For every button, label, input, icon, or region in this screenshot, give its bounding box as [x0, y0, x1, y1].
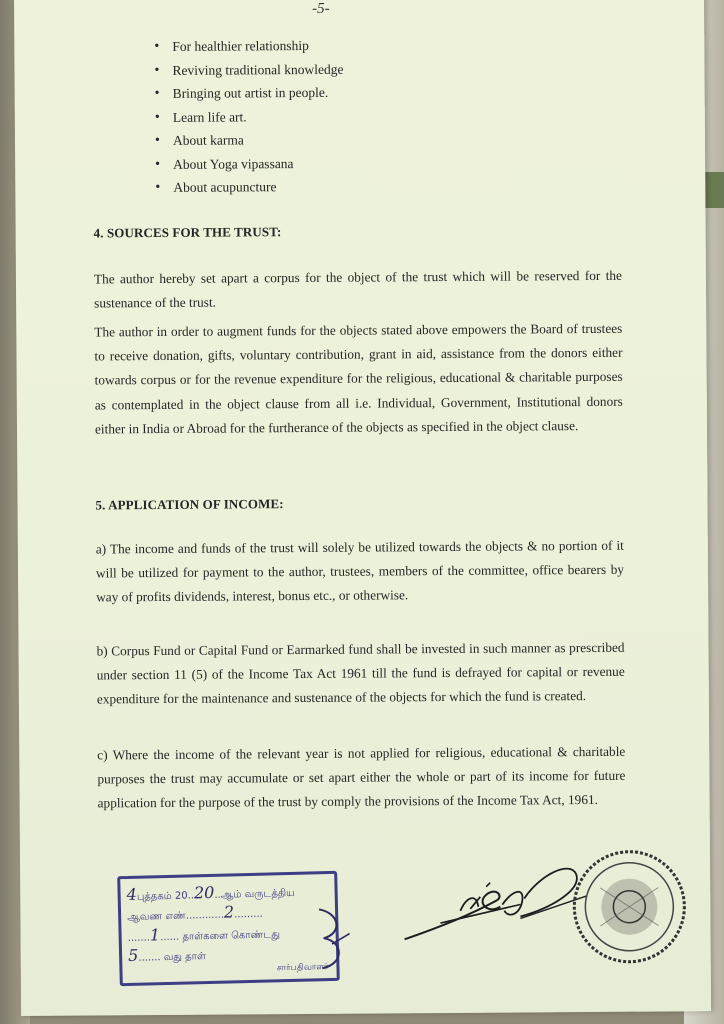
stamp-line-sheet-number: 5....... வது தாள் — [127, 945, 207, 965]
list-item: • About karma — [155, 128, 344, 153]
bullet-list — [154, 34, 344, 200]
list-item: • About acupuncture — [155, 175, 344, 200]
stamp-line-registrar: சார்பதிவாளர் — [276, 962, 329, 974]
stamp-line-sheets: .......1...... தாள்களை கொண்டது — [127, 925, 281, 945]
official-seal-graphic — [570, 847, 689, 966]
signature-graphic — [400, 856, 591, 947]
stamp-line-book: 4புத்தகம் 20..20..ஆம் வருடத்திய — [126, 882, 295, 905]
stamp-handwritten-mark — [311, 904, 353, 975]
list-item: • Bringing out artist in people. — [155, 81, 344, 106]
page-number: -5- — [312, 0, 330, 17]
section-heading-application: 5. APPLICATION OF INCOME: — [95, 496, 284, 513]
paragraph-clause-c: c) Where the income of the relevant year is not applied for religious, educational & charitable purposes the trust may accumulate or set apart either the whole or part of its income for future application for the purpose of the trust by comply the provisions of the Income Tax Act, 1961. — [97, 743, 626, 811]
paragraph-augment-funds: The author in order to augment funds for the objects stated above empowers the Board of trustees to receive donation, gifts, voluntary contribution, grant in aid, assistance from the donors either towards corpus or for the revenue expenditure for the religious, educational & charitable purposes as contemplated in the object clause from all i.e. Individual, Government, Institutional donors either in India or Abroad for the furtherance of the objects as specified in the object clause. — [94, 320, 623, 437]
list-item: • Learn life art. — [155, 104, 344, 129]
paragraph-clause-a: a) The income and funds of the trust will solely be utilized towards the objects & no portion of it will be utilized for payment to the author, trustees, members of the committee, office bearers by way of profits dividends, interest, bonus etc., or otherwise. — [95, 537, 625, 605]
section-heading-sources: 4. SOURCES FOR THE TRUST: — [93, 224, 282, 241]
paragraph-corpus: The author hereby set apart a corpus for the object of the trust which will be reserved for the sustenance of the trust. — [93, 267, 622, 311]
list-item: • About Yoga vipassana — [155, 151, 344, 176]
document-page — [14, 0, 711, 1016]
list-item: • For healthier relationship — [154, 34, 343, 59]
paragraph-clause-b: b) Corpus Fund or Capital Fund or Earmarked fund shall be invested in such manner as prescribed under section 11 (5) of the Income Tax Act 1961 till the fund is defrayed for capital or revenue expenditure for the maintenance and sustenance of the objects for which the fund is created. — [96, 639, 625, 707]
stamp-line-document-number: ஆவண எண்............2......... — [127, 902, 263, 923]
registration-stamp — [117, 871, 340, 986]
list-item: • Reviving traditional knowledge — [154, 57, 343, 82]
